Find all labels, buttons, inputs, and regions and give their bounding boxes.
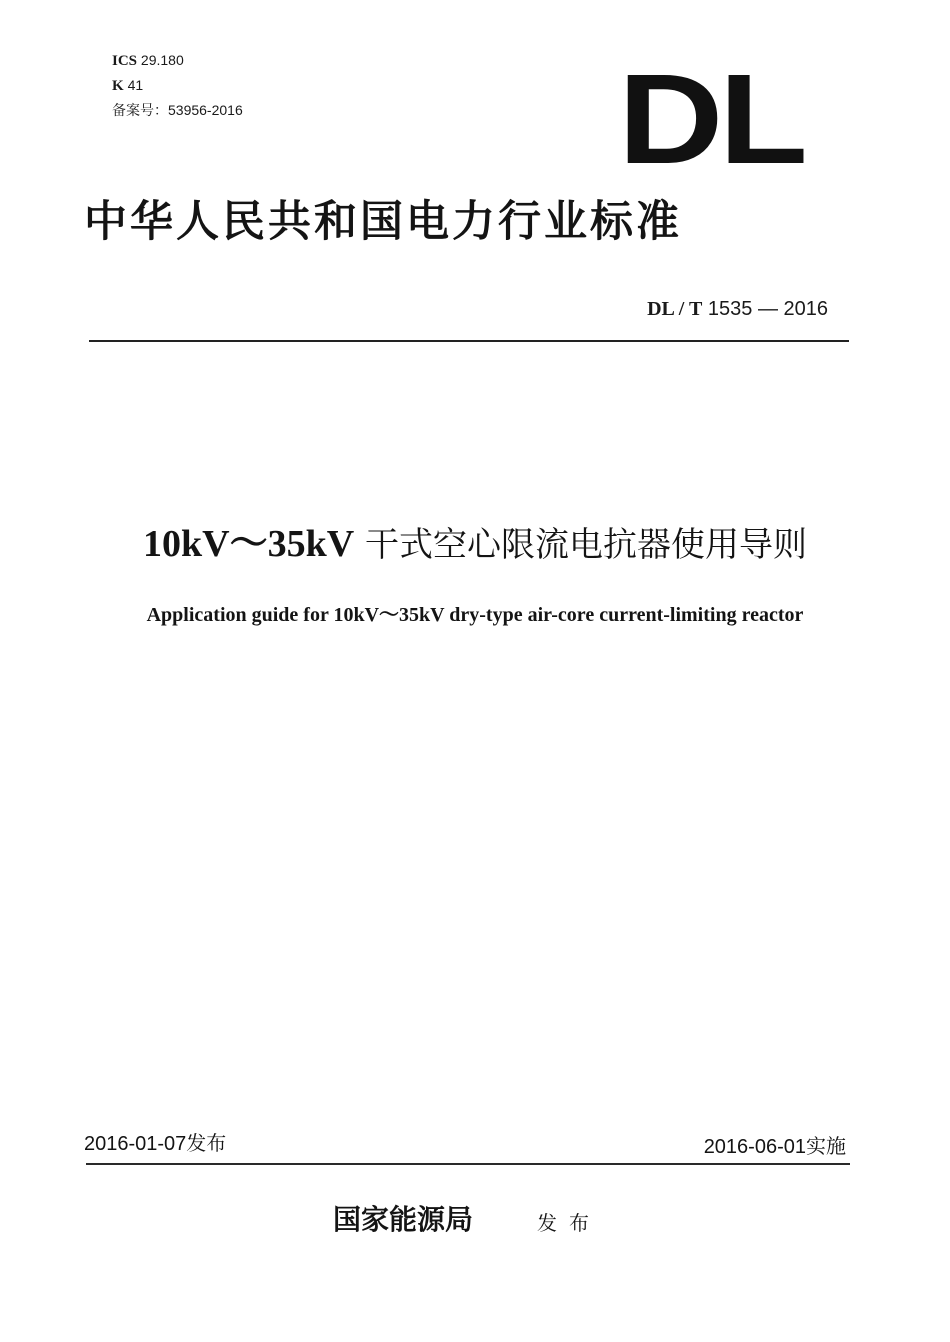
header-divider	[89, 340, 849, 342]
standard-prefix: DL / T	[647, 298, 703, 320]
dl-logo: DL	[618, 48, 804, 191]
organization-title: 中华人民共和国电力行业标准	[84, 197, 682, 247]
implementation-date: 2016-06-01实施	[703, 1136, 846, 1158]
ics-label: ICS	[112, 53, 138, 69]
ics-line	[112, 48, 243, 73]
standard-code: 1535 — 2016	[707, 298, 828, 320]
classification-code: 41	[127, 77, 144, 93]
standard-number	[647, 296, 828, 322]
ics-code: 29.180	[140, 52, 184, 68]
classification-line	[112, 73, 243, 98]
issue-date: 2016-01-07发布	[84, 1133, 227, 1155]
filing-number: 备案号：53956-2016	[112, 102, 243, 118]
english-title: Application guide for 10kV～35kV dry-type air-core current-limiting reactor	[146, 604, 804, 626]
publish-label: 发布	[537, 1211, 601, 1235]
document-title-text: 干式空心限流电抗器使用导则	[364, 525, 807, 565]
document-title-voltage: 10kV～35kV	[143, 523, 355, 565]
publisher-name: 国家能源局	[333, 1203, 474, 1236]
document-title	[0, 518, 950, 571]
footer-divider	[86, 1163, 850, 1165]
classification-label: K	[112, 78, 124, 94]
metadata-block	[112, 48, 243, 122]
